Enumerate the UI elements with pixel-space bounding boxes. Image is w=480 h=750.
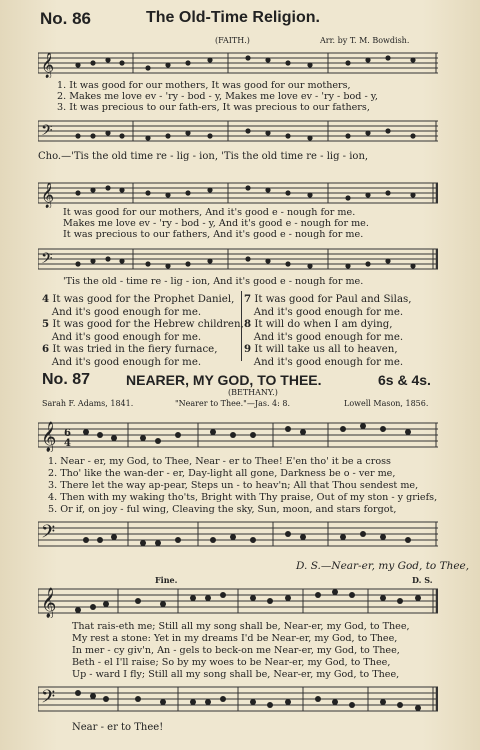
hymn-87-number: No. 87 [42, 371, 91, 388]
hymn-87-line2-4: Beth - el I'll raise; So by my woes to be Near-er, my God, to Thee, [72, 657, 391, 668]
hymn-87-scripture: "Nearer to Thee."—Jas. 4: 8. [175, 399, 290, 408]
svg-text:𝄞: 𝄞 [41, 422, 57, 452]
hymn-87-ds-mark: D. S. [412, 575, 433, 585]
hymn-87-verse-line-2: 2. Tho' like the wan-der - er, Day-light all gone, Darkness be o - ver me, [48, 468, 396, 479]
hymn-87-author: Sarah F. Adams, 1841. [42, 399, 134, 408]
hymn-87-meter: 6s & 4s. [378, 372, 431, 388]
hymn-87-line2-3: In mer - cy giv'n, An - gels to beck-on me Near-er, my God, to Thee, [72, 645, 400, 656]
hymn-86-line2-1: It was good for our mothers, And it's good e - nough for me. [63, 207, 356, 218]
extra-verse-8: 8 It will do when I am dying, And it's good enough for me. [244, 318, 404, 343]
svg-text:4: 4 [64, 438, 71, 449]
staff-87-2-treble [38, 584, 438, 618]
hymn-86-chorus-line-2: 'Tis the old - time re - lig - ion, And it's good e - nough for me. [63, 276, 364, 287]
hymn-86-number: No. 86 [40, 9, 92, 28]
svg-text:6: 6 [64, 428, 71, 439]
svg-text:𝄢: 𝄢 [41, 522, 56, 547]
staff-87-1-bass [38, 517, 438, 551]
svg-text:𝄢: 𝄢 [41, 687, 56, 712]
hymn-87-line2-1: That rais-eth me; Still all my song shall be, Near-er, my God, to Thee, [72, 621, 410, 632]
hymn-87-title: NEARER, MY GOD, TO THEE. [126, 372, 322, 388]
hymn-87-ending: Near - er to Thee! [72, 722, 164, 733]
staff-86-1-treble [38, 50, 438, 78]
hymn-87-verse-line-5: 5. Or if, on joy - ful wing, Cleaving the sky, Sun, moon, and stars forgot, [48, 504, 397, 515]
hymn-87-composer: Lowell Mason, 1856. [344, 399, 429, 408]
hymn-87-line2-5: Up - ward I fly; Still all my song shall be, Near-er, my God, to Thee, [72, 669, 400, 680]
staff-86-2-treble [38, 180, 438, 208]
svg-text:𝄢: 𝄢 [41, 250, 53, 271]
svg-text:𝄞: 𝄞 [41, 183, 55, 208]
svg-text:𝄞: 𝄞 [41, 53, 55, 78]
svg-text:𝄢: 𝄢 [41, 122, 53, 143]
staff-86-1-bass [38, 118, 438, 146]
svg-text:𝄞: 𝄞 [41, 588, 57, 618]
extra-verse-9: 9 It will take us all to heaven, And it's good enough for me. [244, 343, 404, 368]
hymn-87-line2-2: My rest a stone: Yet in my dreams I'd be Near-er, my God, to Thee, [72, 633, 398, 644]
extra-verse-4: 4 It was good for the Prophet Daniel, And it's good enough for me. [42, 293, 235, 318]
extra-verse-6: 6 It was tried in the fiery furnace, And it's good enough for me. [42, 343, 218, 368]
hymn-87-verse-line-1: 1. Near - er, my God, to Thee, Near - er to Thee! E'en tho' it be a cross [48, 456, 391, 467]
hymn-87-fine: Fine. [155, 575, 178, 585]
hymn-86-verse-line-1: 1. It was good for our mothers, It was good for our mothers, [57, 80, 351, 91]
staff-87-2-bass [38, 682, 438, 716]
staff-87-1-treble [38, 418, 438, 452]
extra-verse-7: 7 It was good for Paul and Silas, And it's good enough for me. [244, 293, 412, 318]
hymn-86-line2-2: Makes me love ev - 'ry - bod - y, And it's good e - nough for me. [63, 218, 369, 229]
hymn-86-title: The Old-Time Religion. [146, 9, 320, 26]
extra-verse-5: 5 It was good for the Hebrew children, And it's good enough for me. [42, 318, 244, 343]
hymn-87-ds-text: D. S.—Near-er, my God, to Thee, [296, 560, 470, 572]
hymn-86-chorus-line-1: Cho.—'Tis the old time re - lig - ion, 'Tis the old time re - lig - ion, [38, 151, 369, 162]
hymn-87-verse-line-4: 4. Then with my waking tho'ts, Bright with Thy praise, Out of my ston - y griefs, [48, 492, 438, 503]
hymn-87-tune: (BETHANY.) [228, 388, 278, 397]
hymn-86-arranger: Arr. by T. M. Bowdish. [320, 36, 410, 45]
hymn-86-verse-line-2: 2. Makes me love ev - 'ry - bod - y, Makes me love ev - 'ry - bod - y, [57, 91, 378, 102]
hymn-87-verse-line-3: 3. There let the way ap-pear, Steps un - to heav'n; All that Thou sendest me, [48, 480, 419, 491]
hymn-86-verse-line-3: 3. It was precious to our fath-ers, It was precious to our fathers, [57, 102, 370, 113]
staff-86-2-bass [38, 246, 438, 274]
hymn-86-line2-3: It was precious to our fathers, And it's good e - nough for me. [63, 229, 364, 240]
hymn-86-tune: (FAITH.) [215, 36, 250, 45]
